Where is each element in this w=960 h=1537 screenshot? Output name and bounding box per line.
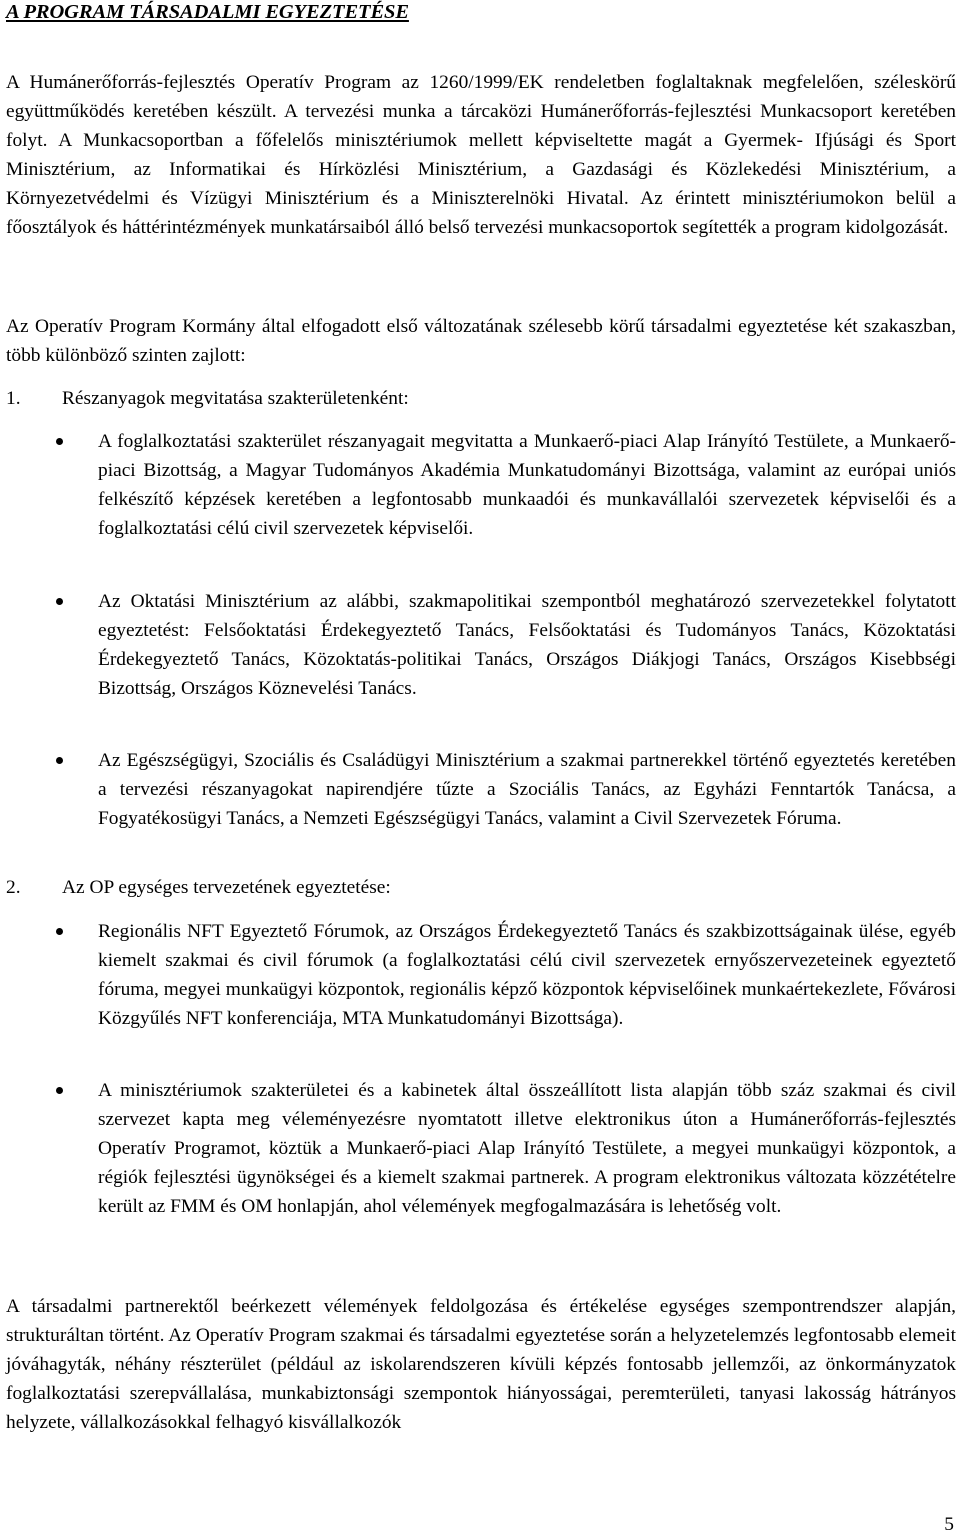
bullet-dot-icon <box>56 438 63 445</box>
bullet-item <box>98 917 956 1033</box>
second-paragraph: Az Operatív Program Kormány által elfogadott első változatának szélesebb körű társadalmi egyeztetése két szakaszban, több különböző szinten zajlott: <box>6 316 956 366</box>
bullet-text: A foglalkoztatási szakterület részanyagait megvitatta a Munkaerő-piaci Alap Irányító Testülete, a Munkaerő-piaci Bizottság, a Magyar Tudományos Akadémia Munkatudományi Bizottsága, valamint az európai uniós felkészítő képzések keretében a legfontosabb munkaadói és munkavállalói szervezetek képviselői és a foglalkoztatási célú civil szervezetek képviselői. <box>98 431 956 539</box>
bullet-item <box>98 427 956 543</box>
bullet-text: A minisztériumok szakterületei és a kabinetek által összeállított lista alapján több száz szakmai és civil szervezet kapta meg véleményezésre nyomtatott illetve elektronikus úton a Humánerőforrás-fejlesztés Operatív Programot, köztük a Munkaerő-piaci Alap Irányító Testülete, a megyei munkaügyi központok, a régiók fejlesztési ügynökségei és a kiemelt szakmai partnerek. A program elektronikus változata közzétételre került az FMM és OM honlapján, ahol vélemények megfogalmazására is lehetőség volt. <box>98 1080 956 1217</box>
bullet-dot-icon <box>56 757 63 764</box>
page-number: 5 <box>944 1514 954 1535</box>
bullet-dot-icon <box>56 598 63 605</box>
section-2-heading <box>6 873 956 902</box>
bullet-dot-icon <box>56 1087 63 1094</box>
second-paragraph-block <box>6 312 956 370</box>
section-1-heading <box>6 384 956 413</box>
bullet-item <box>98 746 956 833</box>
bullet-item <box>98 587 956 703</box>
bullet-item <box>98 1076 956 1221</box>
section-2-number: 2. <box>6 877 21 898</box>
bullet-text: Az Egészségügyi, Szociális és Családügyi Minisztérium a szakmai partnerekkel történő egyeztetés keretében a tervezési részanyagokat napirendjére tűzte a Szociális Tanács, az Egyházi Fenntartók Tanácsa, a Fogyatékosügyi Tanács, a Nemzeti Egészségügyi Tanács, valamint a Civil Szervezetek Fóruma. <box>98 750 956 829</box>
section-heading: A PROGRAM TÁRSADALMI EGYEZTETÉSE <box>6 1 409 23</box>
section-1-title: Részanyagok megvitatása szakterületenként: <box>62 388 409 409</box>
section-2-title: Az OP egységes tervezetének egyeztetése: <box>62 877 391 898</box>
closing-paragraph-block <box>6 1292 956 1437</box>
section-1-number: 1. <box>6 388 21 409</box>
closing-paragraph: A társadalmi partnerektől beérkezett vélemények feldolgozása és értékelése egységes szempontrendszer alapján, strukturáltan történt. Az Operatív Program szakmai és társadalmi egyeztetése során a helyzetelemzés legfontosabb elemeit jóváhagyták, néhány részterület (például az iskolarendszeren kívüli képzés fontosabb jellemzői, az önkormányzatok foglalkoztatási szerepvállalása, munkabiztonsági szempontok hiányosságai, peremterületi, tanyasi lakosság hátrányos helyzete, vállalkozásokkal felhagyó kisvállalkozók <box>6 1296 956 1433</box>
intro-paragraph-block <box>6 68 956 242</box>
bullet-dot-icon <box>56 928 63 935</box>
bullet-text: Regionális NFT Egyeztető Fórumok, az Országos Érdekegyeztető Tanács és szakbizottságainak ülése, egyéb kiemelt szakmai és civil fórumok (a foglalkoztatási célú civil szervezetek ernyőszervezeteinek egyeztető fóruma, megyei munkaügyi központok, regionális képző központok képviselőinek munkaértekezlete, Fővárosi Közgyűlés NFT konferenciája, MTA Munkatudományi Bizottsága). <box>98 921 956 1029</box>
bullet-text: Az Oktatási Minisztérium az alábbi, szakmapolitikai szempontból meghatározó szervezetekkel folytatott egyeztetést: Felsőoktatási Érdekegyeztető Tanács, Felsőoktatási és Tudományos Tanács, Közoktatási Érdekegyeztető Tanács, Közoktatás-politikai Tanács, Országos Diákjogi Tanács, Országos Kisebbségi Bizottság, Országos Köznevelési Tanács. <box>98 591 956 699</box>
intro-paragraph: A Humánerőforrás-fejlesztés Operatív Program az 1260/1999/EK rendeletben foglaltaknak megfelelően, széleskörű együttműködés keretében készült. A tervezési munka a tárcaközi Humánerőforrás-fejlesztési Munkacsoport keretében folyt. A Munkacsoportban a főfelelős minisztériumok mellett képviseltette magát a Gyermek- Ifjúsági és Sport Minisztérium, az Informatikai és Hírközlési Minisztérium, a Gazdasági és Közlekedési Minisztérium, a Környezetvédelmi és Vízügyi Minisztérium és a Miniszterelnöki Hivatal. Az érintett minisztériumokon belül a főosztályok és háttérintézmények munkatársaiból álló belső tervezési munkacsoportok segítették a program kidolgozását. <box>6 72 956 238</box>
